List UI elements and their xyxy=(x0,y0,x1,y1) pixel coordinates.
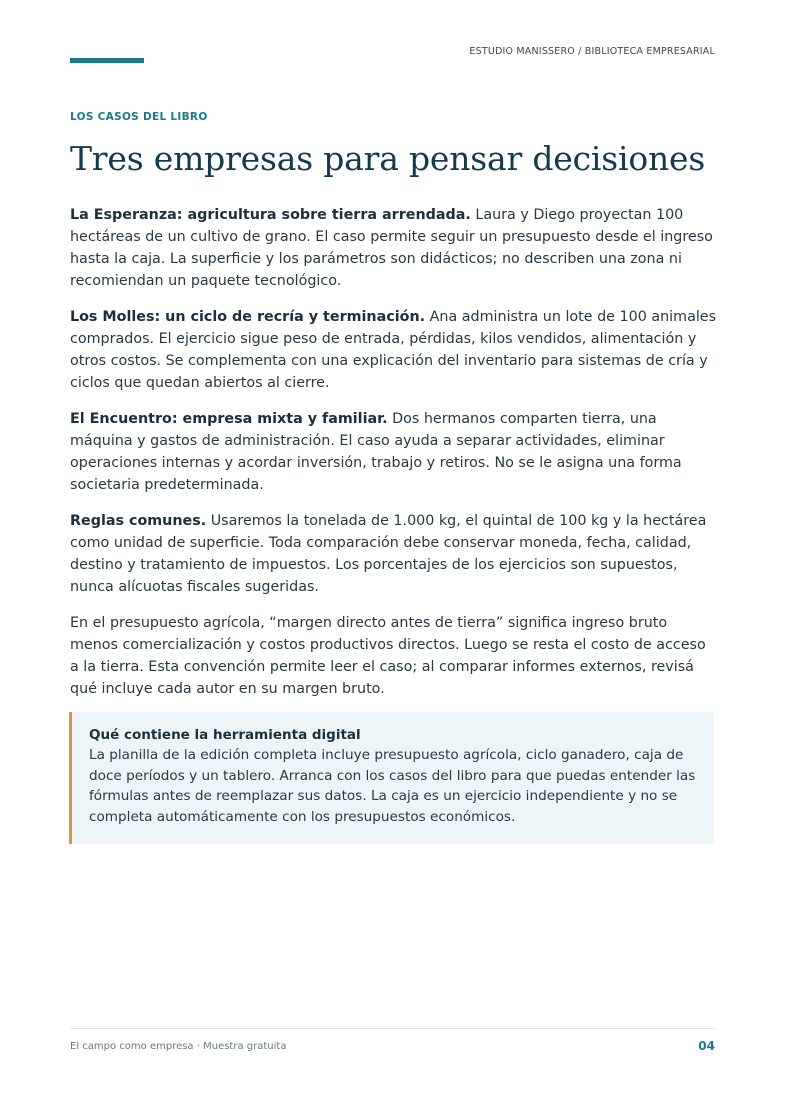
header-accent-bar xyxy=(70,58,144,63)
paragraph-margen-directo xyxy=(70,612,718,700)
page-title: Tres empresas para pensar decisiones xyxy=(70,139,706,178)
callout-title: Qué contiene la herramienta digital xyxy=(89,727,361,743)
paragraph-text: Laura y Diego proyectan 100 hectáreas de un cultivo de grano. El caso permite seguir un presupuesto desde el ingreso hasta la caja. La superficie y los parámetros son didácticos; no describen una zona ni recomiendan un paquete tecnológico. xyxy=(70,207,713,289)
paragraph-lead: El Encuentro: empresa mixta y familiar. xyxy=(70,411,388,427)
section-eyebrow: LOS CASOS DEL LIBRO xyxy=(70,111,208,123)
digital-tool-callout xyxy=(69,712,714,844)
callout-body: La planilla de la edición completa incluye presupuesto agrícola, ciclo ganadero, caja de doce períodos y un tablero. Arranca con los casos del libro para que puedas entender las fórmulas antes de reemplazar sus datos. La caja es un ejercicio independiente y no se completa automáticamente con los presupuestos económicos. xyxy=(89,747,696,825)
paragraph-reglas-comunes xyxy=(70,510,718,598)
paragraph-lead: Los Molles: un ciclo de recría y terminación. xyxy=(70,309,426,325)
paragraph-lead: La Esperanza: agricultura sobre tierra arrendada. xyxy=(70,207,471,223)
paragraph-la-esperanza xyxy=(70,204,718,292)
paragraph-text: Dos hermanos comparten tierra, una máquina y gastos de administración. El caso ayuda a separar actividades, eliminar operaciones internas y acordar inversión, trabajo y retiros. No se le asigna una forma societaria predeterminada. xyxy=(70,411,682,493)
body-text xyxy=(70,204,718,714)
paragraph-los-molles xyxy=(70,306,718,394)
paragraph-text: En el presupuesto agrícola, “margen directo antes de tierra” significa ingreso bruto menos comercialización y costos productivos directos. Luego se resta el costo de acceso a la tierra. Esta convención permite leer el caso; al comparar informes externos, revisá qué incluye cada autor en su margen bruto. xyxy=(70,615,706,697)
footer-publication: El campo como empresa · Muestra gratuita xyxy=(70,1041,287,1052)
running-head: ESTUDIO MANISSERO / BIBLIOTECA EMPRESARIAL xyxy=(469,46,715,57)
paragraph-el-encuentro xyxy=(70,408,718,496)
paragraph-text: Usaremos la tonelada de 1.000 kg, el quintal de 100 kg y la hectárea como unidad de superficie. Toda comparación debe conservar moneda, fecha, calidad, destino y tratamiento de impuestos. Los porcentajes de los ejercicios son supuestos, nunca alícuotas fiscales sugeridas. xyxy=(70,513,707,595)
paragraph-text: Ana administra un lote de 100 animales comprados. El ejercicio sigue peso de entrada, pérdidas, kilos vendidos, alimentación y otros costos. Se complementa con una explicación del inventario para sistemas de cría y ciclos que quedan abiertos al cierre. xyxy=(70,309,717,391)
page-number: 04 xyxy=(698,1039,715,1053)
footer-divider xyxy=(70,1028,715,1029)
paragraph-lead: Reglas comunes. xyxy=(70,513,207,529)
